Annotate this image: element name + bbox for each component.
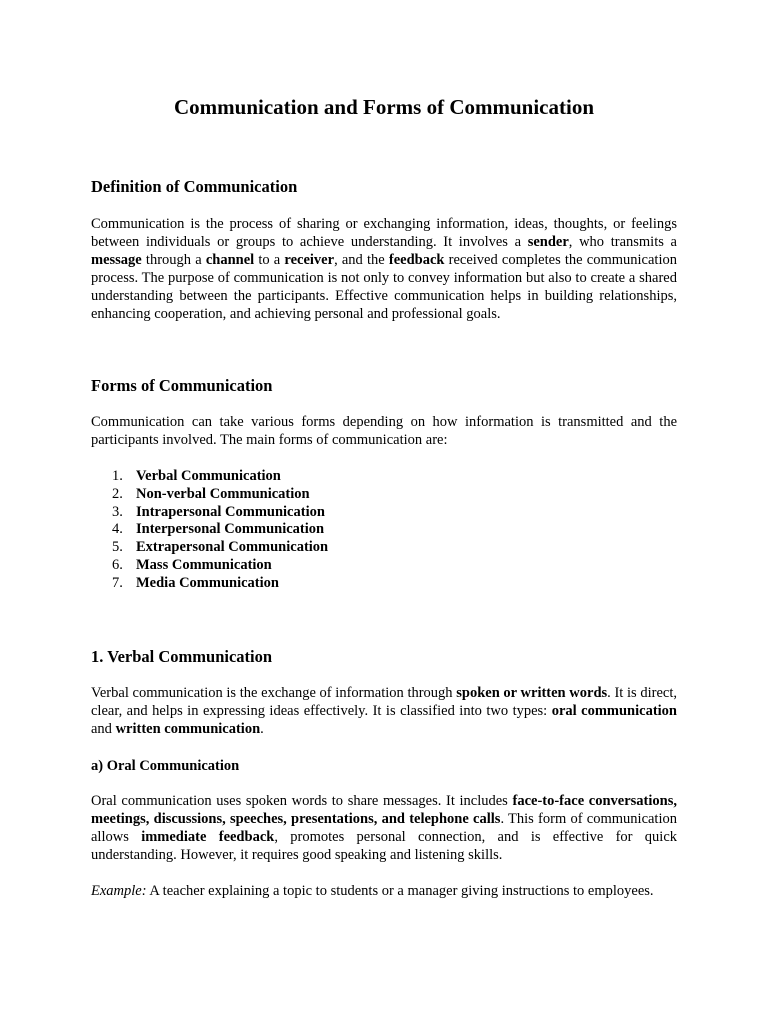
- definition-heading: Definition of Communication: [91, 177, 298, 196]
- verbal-bold-3: written communication: [115, 721, 261, 737]
- verbal-paragraph: [91, 684, 677, 738]
- verbal-text-3: and: [91, 721, 116, 737]
- definition-text-6: received completes the communication process. The purpose of communication is not only to convey information but also to create a shared understanding between the participants. Effective communication helps in building relationships, enhancing cooperation, and achieving personal and professional goals.: [91, 252, 677, 322]
- oral-text-1: Oral communication uses spoken words to share messages. It includes: [91, 793, 513, 809]
- oral-bold-2: immediate feedback: [141, 829, 275, 845]
- list-item: [91, 556, 328, 574]
- list-item: [91, 520, 328, 538]
- verbal-bold-2: oral communication: [551, 703, 677, 719]
- list-item-number: 4.: [112, 521, 123, 538]
- definition-text-1: Communication is the process of sharing or exchanging information, ideas, thoughts, or feelings between individuals or groups to achieve understanding. It involves a: [91, 216, 677, 250]
- list-item-label: Extrapersonal Communication: [136, 539, 329, 556]
- sender-term: sender: [527, 234, 569, 250]
- oral-text-3: , promotes personal connection, and is effective for quick understanding. However, it requires good speaking and listening skills.: [91, 829, 678, 863]
- verbal-text-4: .: [260, 721, 264, 737]
- receiver-term: receiver: [284, 252, 335, 268]
- list-item: [91, 574, 328, 592]
- list-item-number: 2.: [112, 485, 123, 502]
- channel-term: channel: [205, 252, 255, 268]
- example-text: A teacher explaining a topic to students or a manager giving instructions to employees.: [146, 883, 654, 899]
- verbal-bold-1: spoken or written words: [456, 685, 608, 701]
- verbal-text-1: Verbal communication is the exchange of information through: [91, 685, 457, 701]
- forms-heading: Forms of Communication: [91, 376, 273, 395]
- list-item-label: Verbal Communication: [136, 468, 281, 484]
- page-title: Communication and Forms of Communication: [173, 95, 594, 119]
- list-item-number: 6.: [112, 556, 123, 573]
- verbal-heading: 1. Verbal Communication: [91, 647, 273, 666]
- oral-heading: a) Oral Communication: [91, 758, 240, 774]
- forms-list: [91, 467, 328, 592]
- definition-paragraph: [91, 215, 677, 323]
- oral-bold-1: face-to-face conversations, meetings, discussions, speeches, presentations, and telephone calls: [91, 793, 677, 827]
- definition-text-2: , who transmits a: [568, 234, 677, 250]
- oral-text-2: . This form of communication allows: [91, 811, 677, 845]
- list-item: [91, 485, 328, 503]
- list-item-number: 7.: [112, 574, 123, 591]
- definition-text-3: through a: [141, 252, 206, 268]
- list-item-number: 5.: [112, 539, 123, 556]
- list-item-label: Non-verbal Communication: [136, 485, 310, 502]
- example-label: Example:: [91, 883, 147, 899]
- list-item-label: Mass Communication: [136, 556, 272, 573]
- feedback-term: feedback: [388, 252, 445, 268]
- list-item-number: 3.: [112, 503, 123, 520]
- verbal-text-2: . It is direct, clear, and helps in expressing ideas effectively. It is classified into two types:: [91, 685, 677, 719]
- message-term: message: [91, 252, 142, 268]
- list-item-label: Interpersonal Communication: [136, 521, 325, 538]
- forms-intro-paragraph: Communication can take various forms depending on how information is transmitted and the participants involved. The main forms of communication are:: [91, 414, 677, 448]
- definition-text-5: , and the: [334, 252, 389, 268]
- definition-text-4: to a: [254, 252, 285, 268]
- list-item-label: Media Communication: [136, 574, 279, 591]
- example-paragraph: [91, 882, 677, 900]
- list-item: [91, 538, 328, 556]
- list-item-label: Intrapersonal Communication: [136, 503, 325, 520]
- list-item-number: 1.: [112, 468, 123, 484]
- list-item: [91, 467, 328, 485]
- list-item: [91, 503, 328, 521]
- oral-paragraph: [91, 792, 677, 864]
